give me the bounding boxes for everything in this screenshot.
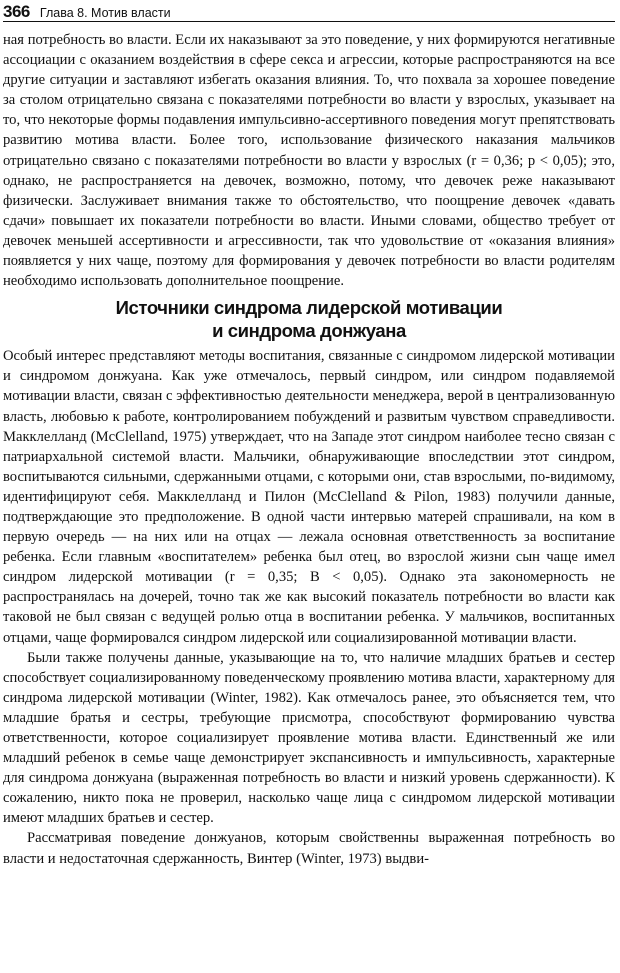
section-heading-line-2: и синдрома донжуана (212, 320, 406, 342)
section-heading (3, 296, 615, 342)
paragraph-3: Рассматривая поведение донжуанов, которым свойственны выраженная потребность во власти и недостаточная сдержанность, Винтер (Winter, 1973) выдви- (3, 830, 615, 867)
body-text (3, 30, 615, 869)
header-rule (3, 21, 615, 22)
paragraph-1: Особый интерес представляют методы воспитания, связанные с синдромом лидерской мотивации и синдромом донжуана. Как уже отмечалось, первый синдром, или синдром подавляемой мотивации власти, связан с эффективностью деятельности менеджера, верой в централизованную власть, любовью к работе, контролированием побуждений и развитым чувством справедливости. Макклелланд (McClelland, 1975) утверждает, что на Западе этот синдром наиболее тесно связан с патриархальной системой власти. Мальчики, обнаруживающие впоследствии этот синдром, воспитываются сильными, сдержанными отцами, с которыми они, став взрослыми, по-видимому, идентифицируют себя. Макклелланд и Пилон (McClelland & Pilon, 1983) получили данные, подтверждающие это предположение. В одной части интервью матерей спрашивали, на ком в первую очередь — на них или на отцах — лежала основная ответственность за воспитание ребенка. Если главным «воспитателем» ребенка был отец, во взрослой жизни сын чаще имел синдром лидерской мотивации (r = 0,35; B < 0,05). Однако эта закономерность не распространялась на дочерей, точно так же как высокий показатель потребности во власти как таковой не был связан с ведущей ролью отца в воспитании ребенка. У мальчиков, воспитанных отцами, чаще формировался синдром лидерской или социализированной мотивации власти. (3, 348, 615, 646)
page-number: 366 (3, 2, 30, 21)
chapter-title: Глава 8. Мотив власти (39, 6, 171, 20)
paragraph-2: Были также получены данные, указывающие на то, что наличие младших братьев и сестер способствует социализированному поведенческому проявлению мотива власти, характерному для синдрома лидерской мотивации (Winter, 1982). Как отмечалось ранее, это объясняется тем, что младшие братья и сестры, требующие присмотра, способствуют формированию чувства ответственности, которое социализирует проявление мотива власти. Единственный же или младший ребенок в семье чаще демонстрирует экспансивность и импульсивность, характерные для синдрома донжуана (выраженная потребность во власти и низкий уровень сдержанности). К сожалению, никто пока не проверил, насколько чаще лица с синдромом лидерской мотивации имеют младших братьев и сестер. (3, 649, 615, 827)
section-heading-line-1: Источники синдрома лидерской мотивации (115, 297, 503, 319)
paragraph-continued: ная потребность во власти. Если их наказывают за это поведение, у них формируются негативные ассоциации с оказанием воздействия в сфере секса и агрессии, которые распространяются на все другие ситуации и заставляют избегать оказания влияния. То, что похвала за хорошее поведение за столом отрицательно связана с показателями потребности во власти у взрослых, указывает на то, что некоторые формы подавления импульсивно-ассертивного поведения могут препятствовать развитию мотива власти. Более того, использование физического наказания мальчиков отрицательно связано с показателями потребности во власти у взрослых (r = 0,36; p < 0,05); это, однако, не распространяется на девочек, возможно, потому, что девочек реже наказывают физически. Заслуживает внимания также то обстоятельство, что поощрение девочек «давать сдачи» повышает их показатели потребности во власти. Иными словами, общество требует от девочек меньшей ассертивности и агрессивности, так что удовольствие от «оказания влияния» появляется у них чаще, поэтому для формирования у девочек потребности во власти родителям необходимо использовать дополнительное поощрение. (3, 32, 615, 290)
